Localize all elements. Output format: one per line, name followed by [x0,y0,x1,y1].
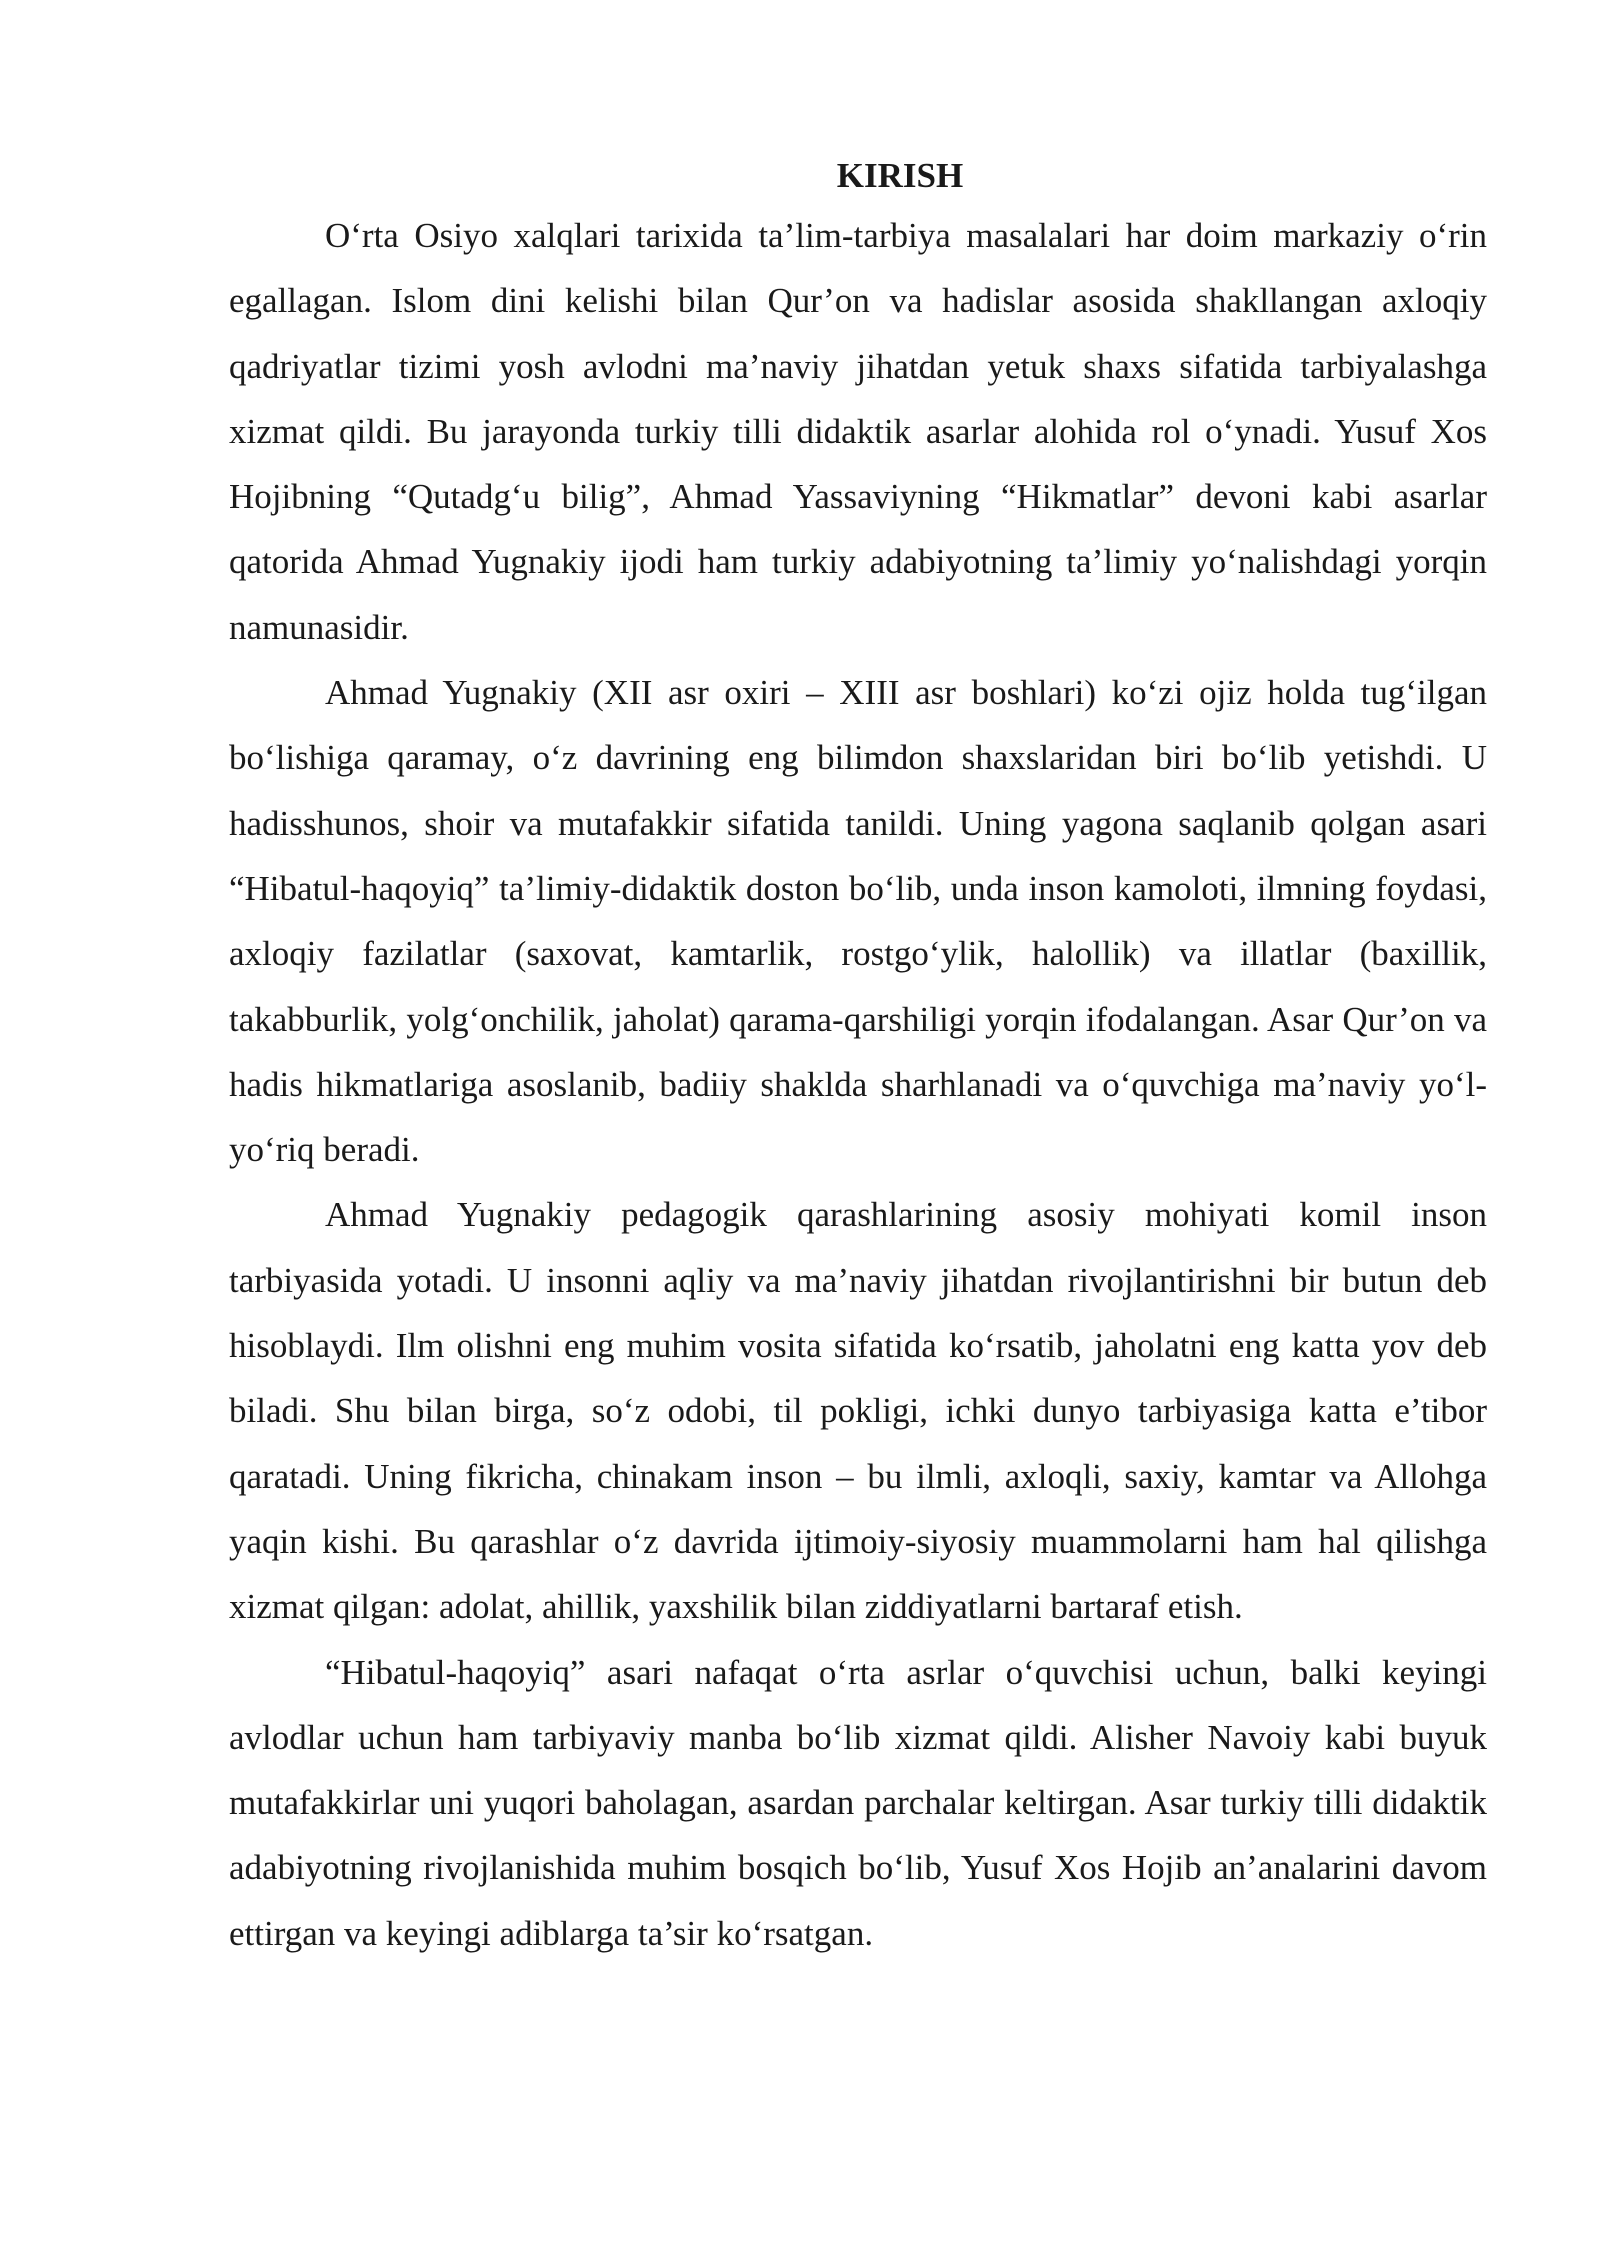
paragraph-1: O‘rta Osiyo xalqlari tarixida ta’lim-tarbiya masalalari har doim markaziy o‘rin egallagan. Islom dini kelishi bilan Qur’on va hadislar asosida shakllangan axloqiy qadriyatlar tizimi yosh avlodni ma’naviy jihatdan yetuk shaxs sifatida tarbiyalashga xizmat qildi. Bu jarayonda turkiy tilli didaktik asarlar alohida rol o‘ynadi. Yusuf Xos Hojibning “Qutadg‘u bilig”, Ahmad Yassaviyning “Hikmatlar” devoni kabi asarlar qatorida Ahmad Yugnakiy ijodi ham turkiy adabiyotning ta’limiy yo‘nalishdagi yorqin namunasidir. [229,216,1487,647]
paragraph-4: “Hibatul-haqoyiq” asari nafaqat o‘rta asrlar o‘quvchisi uchun, balki keyingi avlodlar uchun ham tarbiyaviy manba bo‘lib xizmat qildi. Alisher Navoiy kabi buyuk mutafakkirlar uni yuqori baholagan, asardan parchalar keltirgan. Asar turkiy tilli didaktik adabiyotning rivojlanishida muhim bosqich bo‘lib, Yusuf Xos Hojib an’analarini davom ettirgan va keyingi adiblarga ta’sir ko‘rsatgan. [229,1652,1487,1953]
document-body [229,148,1487,1966]
page-title: KIRISH [836,156,964,195]
paragraph-3: Ahmad Yugnakiy pedagogik qarashlarining asosiy mohiyati komil inson tarbiyasida yotadi. U insonni aqliy va ma’naviy jihatdan rivojlantirishni bir butun deb hisoblaydi. Ilm olishni eng muhim vosita sifatida ko‘rsatib, jaholatni eng katta yov deb biladi. Shu bilan birga, so‘z odobi, til pokligi, ichki dunyo tarbiyasiga katta e’tibor qaratadi. Uning fikricha, chinakam inson – bu ilmli, axloqli, saxiy, kamtar va Allohga yaqin kishi. Bu qarashlar o‘z davrida ijtimoiy-siyosiy muammolarni ham hal qilishga xizmat qilgan: adolat, ahillik, yaxshilik bilan ziddiyatlarni bartaraf etish. [229,1195,1487,1627]
paragraph-2: Ahmad Yugnakiy (XII asr oxiri – XIII asr boshlari) ko‘zi ojiz holda tug‘ilgan bo‘lishiga qaramay, o‘z davrining eng bilimdon shaxslaridan biri bo‘lib yetishdi. U hadisshunos, shoir va mutafakkir sifatida tanildi. Uning yagona saqlanib qolgan asari “Hibatul-haqoyiq” ta’limiy-didaktik doston bo‘lib, unda inson kamoloti, ilmning foydasi, axloqiy fazilatlar (saxovat, kamtarlik, rostgo‘ylik, halollik) va illatlar (baxillik, takabburlik, yolg‘onchilik, jaholat) qarama-qarshiligi yorqin ifodalangan. Asar Qur’on va hadis hikmatlariga asoslanib, badiiy shaklda sharhlanadi va o‘quvchiga ma’naviy yo‘l-yo‘riq beradi. [229,673,1487,1170]
